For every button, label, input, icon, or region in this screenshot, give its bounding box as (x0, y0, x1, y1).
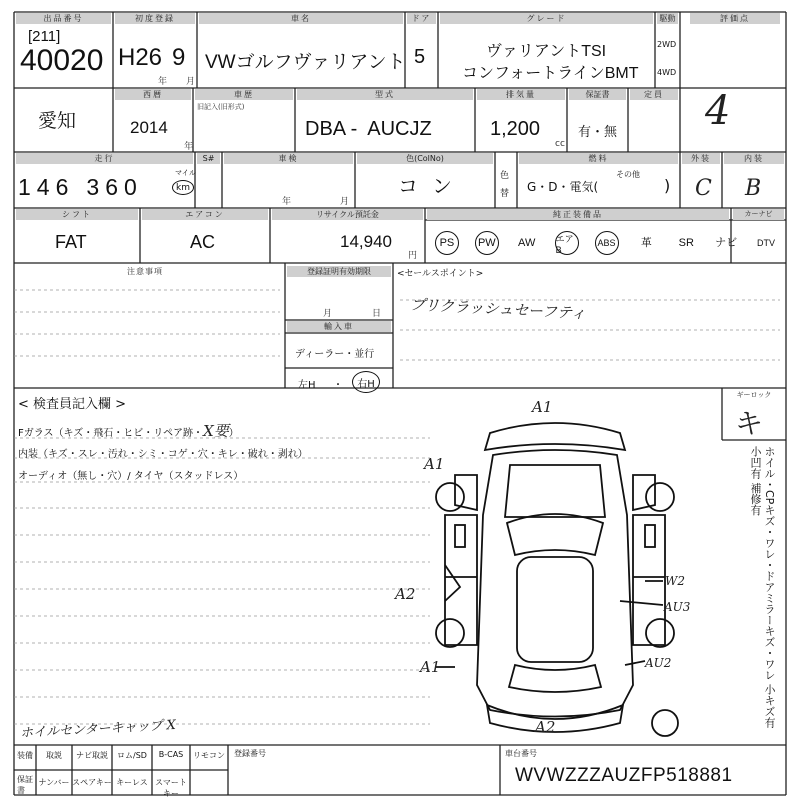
equipment-item: エアB (555, 231, 579, 255)
spare-wheel (652, 710, 678, 736)
seats-label: 定員 (630, 89, 678, 100)
mark-a1-top: A1 (532, 398, 553, 416)
issue-label: 登録番号 (234, 749, 266, 758)
steer-left: 左H (298, 380, 316, 391)
mileage-digit: 6 (105, 174, 118, 200)
interior-label: 内装 (724, 153, 784, 164)
equipment-item: ナビ (715, 237, 738, 249)
month-unit: 月 (186, 77, 196, 87)
grade-label: グレード (440, 13, 653, 24)
wheel-fr (646, 483, 674, 511)
vehicle-month-unit: 月 (340, 197, 350, 207)
color-label: 色(ColNo) (357, 153, 493, 164)
wheel-rl (436, 619, 464, 647)
mark-a1-bl: A1 (420, 658, 441, 676)
lot-code: [211] (28, 28, 61, 45)
shift-label: シフト (16, 209, 138, 220)
mileage-digit: 3 (86, 174, 100, 200)
footer-item: ナビ取説 (76, 751, 108, 760)
roof-shape (517, 557, 593, 662)
car-label: 車名 (199, 13, 403, 24)
vin-value: WVWZZZAUZFP518881 (515, 765, 733, 786)
year-label: 西暦 (115, 89, 191, 100)
steer-right: 右H (352, 371, 380, 393)
lot-number: 40020 (20, 44, 104, 77)
dealer-label: ディーラー・並行 (295, 349, 375, 360)
import-label: 輸入車 (287, 321, 391, 332)
model-year: 2014 (130, 118, 168, 137)
grade-line-1: ヴァリアントTSI (486, 43, 607, 60)
equipment-row (427, 226, 786, 260)
reg-era: H26 (118, 44, 163, 71)
front-bumper-shape (485, 423, 625, 450)
interior-value: B (745, 176, 762, 201)
body-outline (477, 450, 633, 717)
fglass-mark: X要 (203, 422, 229, 440)
car-diagram (415, 405, 675, 745)
shift-value: FAT (55, 232, 87, 252)
sales-point: プリクラッシュセーフティ (409, 295, 587, 323)
mark-au3-right: AU3 (664, 600, 691, 614)
sales-label: <セールスポイント> (397, 269, 484, 279)
inspector-line-3: オーディオ（無し・穴）/ タイヤ（スタッドレス） (18, 471, 244, 482)
vin-label: 車台番号 (505, 749, 537, 758)
mileage-label: 走行 (16, 153, 193, 164)
drive-2wd: 2WD (657, 40, 677, 49)
left-mirror-shape (455, 525, 465, 547)
equipment-item: SR (678, 237, 694, 249)
fglass-text: Fガラス（キズ・飛石・ヒビ・リペア跡・ (18, 428, 204, 439)
keylock-label: ギーロック (724, 390, 784, 401)
footer-item: キーレス (116, 778, 148, 787)
model-code: DBA - AUCJZ (305, 118, 432, 140)
inspection-value: 有・無 (578, 125, 618, 140)
exterior-value: C (695, 176, 712, 201)
body-note: 旧記入(旧形式) (197, 103, 245, 111)
inspector-line-1 (18, 420, 239, 441)
equip-label: 純正装備品 (427, 209, 729, 220)
exterior-label: 外装 (682, 153, 720, 164)
mileage-digits (18, 174, 137, 201)
color-side-1: 色 (500, 171, 510, 181)
drive-4wd: 4WD (657, 68, 677, 77)
yen-unit: 円 (408, 251, 418, 261)
body-label: 車歴 (195, 89, 293, 100)
footer-item: B-CAS (158, 750, 184, 759)
score-value: 4 (705, 88, 731, 134)
mileage-digit: 0 (123, 174, 137, 200)
navi-header: カーナビ (733, 209, 784, 220)
left-front-fender-shape (455, 475, 477, 510)
equipment-item: 革 (640, 237, 652, 249)
mark-a2-left: A2 (395, 585, 416, 603)
footer-equip-label: 装備 (17, 751, 33, 760)
door-label: ドア (407, 13, 436, 24)
color-value: コン (398, 176, 466, 198)
year-unit: 年 (184, 142, 194, 152)
ac-label: エアコン (142, 209, 268, 220)
footer-item: ナンバー (38, 778, 70, 787)
reg-month: 9 (172, 44, 186, 71)
recycle-value: 14,940 (340, 232, 392, 251)
vehicle-label: 車検 (224, 153, 353, 164)
footer-col-side: 保証書 (17, 775, 33, 795)
reg-label: 初度登録 (115, 13, 195, 24)
color-side-2: 替 (500, 189, 510, 199)
cc-unit: cc (555, 139, 565, 149)
shaken-label: S# (197, 153, 220, 164)
mileage-digit: 1 (18, 174, 31, 200)
car-name: VWゴルフヴァリアント (205, 52, 406, 73)
damage-leader-left (445, 565, 460, 601)
inspector-bottom-note: ホイルセンターキャップ X (19, 717, 177, 742)
footer-item: スマートキー (155, 778, 187, 798)
score-label: 評価点 (690, 13, 780, 24)
era-unit: 年 (158, 77, 168, 87)
recycle-label: リサイクル預託金 (272, 209, 423, 220)
hood-shape (505, 465, 605, 517)
ac-value: AC (190, 232, 216, 252)
lot-label: 出品番号 (16, 13, 111, 24)
fuel-options: G・D・電気( (527, 180, 599, 194)
right-front-fender-shape (633, 475, 655, 510)
fglass-close: ） (228, 428, 239, 439)
wheel-rr (646, 619, 674, 647)
fuel-other-label: その他 (616, 170, 640, 179)
drive-label: 駆動 (657, 13, 678, 24)
mileage-digit: 6 (55, 174, 69, 200)
grade-line-2: コンフォートラインBMT (462, 65, 639, 82)
unit-mile: マイル (175, 169, 196, 177)
footer-item: スペアキー (72, 778, 112, 787)
mileage-digit: 4 (36, 174, 50, 200)
wheel-fl (436, 483, 464, 511)
equipment-item: DTV (757, 238, 776, 248)
inspection-label: 保証書 (569, 89, 626, 100)
fuel-label: 燃料 (519, 153, 678, 164)
rear-window-shape (509, 665, 601, 692)
mark-au2-br: AU2 (645, 656, 672, 670)
unit-km: km (172, 180, 194, 195)
equipment-item: PS (435, 231, 459, 255)
footer-item: 取説 (46, 751, 62, 760)
displacement: 1,200 (490, 118, 541, 140)
equipment-item: PW (475, 231, 499, 255)
vehicle-year-unit: 年 (282, 197, 292, 207)
reg-period-label: 登録証明有効期限 (287, 266, 391, 277)
equipment-item: AW (518, 237, 536, 249)
region: 愛知 (38, 111, 77, 132)
side-text: ホイル・CPキズ・ワレ・ドアミラーキズ・ワレ 小キズ有 小凹有 補修有 (749, 446, 776, 728)
mark-w2-right: W2 (665, 574, 685, 588)
steer-dot: ・ (333, 380, 343, 391)
inspector-title: < 検査員記入欄 > (18, 397, 127, 412)
fuel-close: ) (664, 176, 671, 195)
reg-month-label: 月 (323, 309, 333, 319)
footer-item: リモコン (193, 751, 225, 760)
equipment-item: ABS (595, 231, 619, 255)
windshield-shape (507, 514, 603, 555)
keylock-value: キ (735, 407, 764, 440)
right-mirror-shape (645, 525, 655, 547)
caution-label: 注意事項 (127, 267, 163, 276)
cc-label: 排気量 (477, 89, 565, 100)
type-label: 型式 (297, 89, 473, 100)
inspector-line-2: 内装（キズ・スレ・汚れ・シミ・コゲ・穴・キレ・破れ・剥れ） (18, 449, 308, 460)
mark-a1-left: A1 (424, 455, 445, 473)
reg-day-label: 日 (372, 309, 382, 319)
door-count: 5 (414, 46, 426, 68)
mark-a2-bottom: A2 (535, 718, 556, 736)
footer-item: ロム/SD (117, 751, 147, 760)
